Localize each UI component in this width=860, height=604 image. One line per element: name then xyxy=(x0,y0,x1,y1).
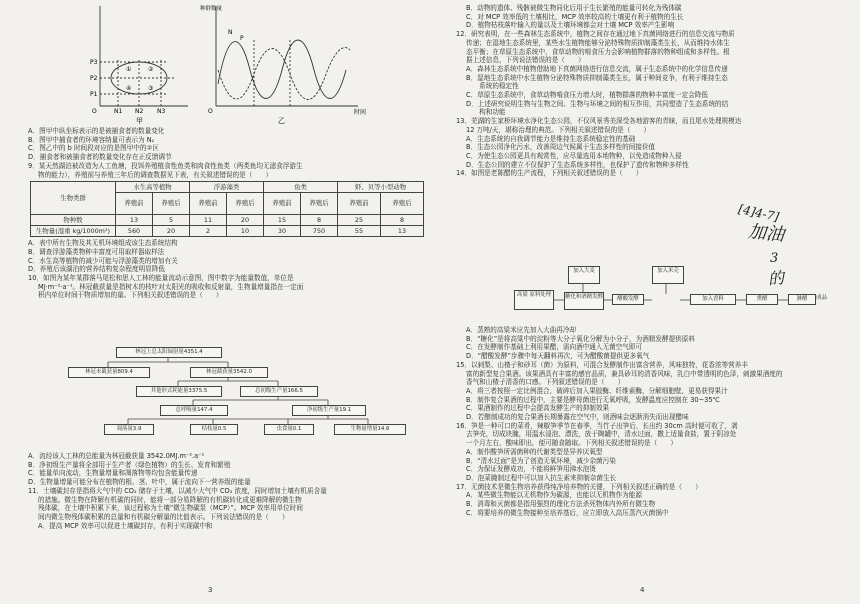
axis-p1: P1 xyxy=(90,91,98,98)
flow-box-dead-branch: 枯枝量0.5 xyxy=(190,424,238,435)
series-n: N xyxy=(228,29,233,36)
text-line: 富的新型复合果酒。该果酒具有丰富的感官品质，兼具砂耳的清香风味，乳白中带透明的色泽，刺激果酒度的 xyxy=(466,369,783,378)
q10-option-c: C．能量单向流动，生物量增量和凋落物等均包含能量传递 xyxy=(28,469,198,478)
table-cell: 物种数 xyxy=(31,215,116,226)
text-line: 态平衡；在草原生态系统中，食草动物的啃食压力会影响植物群落的物种组成和多样性。根 xyxy=(466,47,730,56)
text-line: 14．如图是老陈醋的生产流程，下列相关叙述错误的是（ ） xyxy=(456,169,643,178)
text-line: B．生态公园净化污水，改善周边气候属于生态多样性的间接价值 xyxy=(466,143,656,152)
text-line: C．草原生态系统中，食草动物啃食压力增大时，植物群落的物种丰富度一定会降低 xyxy=(466,91,708,100)
text-line: D．上述研究说明生物与生物之间、生物与环境之间的相互作用，共同塑造了生态系统的结 xyxy=(466,99,729,108)
flow-box-uncaptured: 林冠未截获量809.4 xyxy=(68,367,150,378)
table-sub: 养殖前 xyxy=(116,193,153,215)
q11-line: 的措施。微生物在降解有机碳的同时，能将一部分易降解的有机碳转化成更难降解的微生物 xyxy=(38,495,302,504)
axis-n3: N3 xyxy=(157,108,166,115)
q8-option-d: D．捕食者和被捕食者的数量变化存在正反馈调节 xyxy=(28,153,172,162)
table-cell: 生物量(湿重 kg/1000m²) xyxy=(31,226,116,237)
table-group: 鱼类 xyxy=(264,182,338,193)
text-line: D．泡菜腌制过程中可以加入抗生素来抑制杂菌生长 xyxy=(466,473,617,482)
table-cell: 15 xyxy=(264,215,301,226)
table-cell: 55 xyxy=(338,226,381,237)
handwriting-note: 加油 xyxy=(747,221,786,246)
text-line: C．果酒制作的过程中会提高发酵生产的抑制效果 xyxy=(466,404,610,413)
flow-box-saccharification: 糖化和酒精发酵 xyxy=(564,292,604,310)
table-cell: 11 xyxy=(190,215,227,226)
flow-box-acetic: 醋酸发酵 xyxy=(612,294,644,305)
text-line: B．消毒和灭菌都是指用强烈的理化方法杀死物体内外所有微生物 xyxy=(466,500,656,509)
text-line: 16．笋是一种可口的菜肴，辣椒笋季节在春季，当竹子出笋后，长出约 30cm 高时便可收了，剥 xyxy=(456,421,738,430)
text-line: A．森林生态系统中植物借助地下真菌网络进行信息交流，属于生态系统中的化学信息传递 xyxy=(466,64,728,73)
axis-n2: N2 xyxy=(135,108,144,115)
region-2: ② xyxy=(148,66,154,73)
series-p: P xyxy=(240,35,244,42)
flow-box-gross-primary: 总初级生产量166.5 xyxy=(240,386,318,397)
flow-product: 成品 xyxy=(816,295,828,301)
text-line: C．为保证发酵成功，不能将鲜笋用沸水泡烫 xyxy=(466,465,596,474)
text-line: 15．以刺梨、山楂子和砂耳（菌）为原料，可混合发酵制作出富含营养，风味独特，花香浓等营养丰 xyxy=(456,360,748,369)
table-sub: 养殖前 xyxy=(338,193,381,215)
flow-box-total-radiation: 林冠上总太阳辐射量4351.4 xyxy=(116,347,222,358)
table-row xyxy=(31,215,424,226)
q10-option-a: A．流经该人工林的总能量为林冠截获量 3542.0MJ.m⁻².a⁻¹ xyxy=(28,452,205,460)
region-3: ③ xyxy=(148,85,154,92)
text-line: A．将三者按照一定比例混合，破碎后加入果胶酶、纤维素酶，分解细胞壁，更易获得果汁 xyxy=(466,386,728,395)
q10-option-d: D．生物量增量可能分布在植物的根、茎、叶中，属于流向下一营养级的能量 xyxy=(28,478,251,487)
table-cell: 560 xyxy=(116,226,153,237)
text-line: 香气和山楂子清香的口感。下列叙述错误的是（ ） xyxy=(466,378,625,387)
survey-table xyxy=(30,181,424,237)
page-number-right: 4 xyxy=(640,586,645,594)
graph-yi xyxy=(216,6,358,106)
table-cell: 13 xyxy=(380,226,423,237)
text-line: 12 万吨/天，堪称治理的典范。下列相关叙述错误的是（ ） xyxy=(466,125,651,134)
text-line: 传递；在湿地生态系统里，某些水生植物能够分泌特殊物质抑制藻类生长，从而维持水体生 xyxy=(466,38,730,47)
table-cell: 2 xyxy=(190,226,227,237)
table-sub: 养殖前 xyxy=(190,193,227,215)
table-cell: 10 xyxy=(227,226,264,237)
q10-line: MJ·m⁻²·a⁻¹。林冠截获量是指树木的枝叶对太阳光的吸收和反射量，生物量增量指在一定面 xyxy=(38,282,304,291)
region-1: ① xyxy=(126,66,132,73)
q11-line: 11．土壤碳封存是指将大气中的 CO₂ 储存于土壤，以减少大气中 CO₂ 浓度，同时增加土壤有机质含量 xyxy=(28,486,327,495)
flow-box-barley: 加入大麦 xyxy=(568,266,600,284)
q8-option-b: B．图甲中捕食者的环境容纳量可表示为 N₂ xyxy=(28,135,155,144)
flow-box-sorghum: 高粱 原料处理 xyxy=(514,290,554,310)
graph-jia xyxy=(100,6,188,106)
vinegar-flow-diagram xyxy=(514,266,834,322)
axis-x2: 时间 xyxy=(354,109,367,116)
flow-box-husk: 加入米壳 xyxy=(652,266,684,284)
label-jia: 甲 xyxy=(136,117,143,124)
q9-option-d: D．养殖后该湖泊的营养结构复杂程度明显降低 xyxy=(28,265,165,274)
q8-option-c: C．图乙中的 b 时间段对应的是图甲中的②区 xyxy=(28,144,159,153)
handwriting-note: [4]4-7] xyxy=(737,201,781,225)
text-line: 去笋壳，切成块腌，用温水浸泡、漂洗，放于陶罐中，清水过面，撒上适量食盐，置于阴凉处 xyxy=(466,430,737,439)
flow-box-insect: 虫食量0.1 xyxy=(264,424,314,435)
text-line: B．动物的遗体、残骸被微生物同化后用于生长繁殖的能量可转化为残体碳 xyxy=(466,4,682,12)
text-line: D．“醋酸发酵”步骤中每天翻料再次，可为醋酸菌提供更多氧气 xyxy=(466,352,650,361)
table-cell: 5 xyxy=(153,215,190,226)
text-line: A．某些微生物能以无机物作为碳源，也能以无机物作为能源 xyxy=(466,491,642,500)
text-line: 构和功能 xyxy=(466,108,506,117)
text-line: 一个月左右，酸味即出，便可随食随取。下列相关叙述错误的是（ ） xyxy=(466,439,677,448)
text-line: 系统的稳定性 xyxy=(466,82,519,91)
q9-option-b: B．调查浮游藻类物种丰富度可用取样器取样法 xyxy=(28,247,165,256)
region-4: ④ xyxy=(126,85,132,92)
text-line: A．蒸熟的高粱米应先加入大曲再冷却 xyxy=(466,326,577,334)
table-cell: 20 xyxy=(153,226,190,237)
text-line: A．生态系统的自我调节能力是维持生态系统稳定性的基础 xyxy=(466,134,636,143)
q11-line: 残体碳，在土壤中积累下来，该过程称为土壤“微生物碳泵（MCP）”。MCP 效率用单位时间 xyxy=(38,504,303,513)
table-cell: 8 xyxy=(380,215,423,226)
table-cell: 25 xyxy=(338,215,381,226)
flow-box-filter: 淋醋 xyxy=(788,294,816,305)
q8-option-a: A．图甲中纵坐标表示的是被捕食者的数量变化 xyxy=(28,127,165,135)
page-number-left: 3 xyxy=(208,586,213,594)
table-cell: 13 xyxy=(116,215,153,226)
table-sub: 养殖前 xyxy=(264,193,301,215)
flow-box-litter: 凋落量3.9 xyxy=(104,424,154,435)
text-line: B．“糖化”是将高粱中的淀粉等大分子氧化分解为小分子，为酒精发酵提供原料 xyxy=(466,334,695,343)
text-line: B．湿地生态系统中水生植物分泌特殊物质抑制藻类生长，属于种间竞争，有利于维持生态 xyxy=(466,73,728,82)
q10-line: 10．如图为某年某群落马尾松和思人工林的能量流动示意图，图中数字为能量数值，单位是 xyxy=(28,274,294,283)
axis-o1: O xyxy=(92,108,97,115)
text-line: 13．芜湖的生家桥环境水净化生态公园，不仅风景秀美深受各地游客的青睐，而且尾水处理规模达 xyxy=(456,117,742,126)
q9-option-c: C．水生高等植物的减少可能与浮游藻类的增加有关 xyxy=(28,256,178,265)
table-cell: 8 xyxy=(301,215,338,226)
table-group: 虾、贝等小型动物 xyxy=(338,182,424,193)
handwriting-note: 的 xyxy=(767,268,785,289)
table-group: 浮游藻类 xyxy=(190,182,264,193)
axis-n1: N1 xyxy=(114,108,123,115)
text-line: D．生态公园的建立不仅保护了生态系统多样性，也保护了遗传和物种多样性 xyxy=(466,160,689,169)
text-line: A．制作酸笋所需菌种的代谢类型是异养厌氧型 xyxy=(466,447,603,456)
table-cell: 30 xyxy=(264,226,301,237)
flow-box-biomass-increment: 生物量增量14.6 xyxy=(334,424,406,435)
text-line: D．若酿制成功的复合果酒长期暴露在空气中，则酒味会逐渐消失而出现醋味 xyxy=(466,413,689,422)
q11-line: 间内微生物残体碳积累的总量和有机碳分解量的比值表示。下列说法错误的是（ ） xyxy=(38,512,289,521)
table-row xyxy=(31,226,424,237)
q11-option-a: A．提高 MCP 效率可以促进土壤碳封存，有利于实现碳中和 xyxy=(38,521,213,530)
text-line: C．将要培养的微生物接种至培养基后，应立即放入高压蒸汽灭菌锅中 xyxy=(466,508,669,517)
flow-box-other-energy: 其他形式耗能量3375.5 xyxy=(136,386,222,397)
table-sub: 养殖后 xyxy=(380,193,423,215)
text-line: 据上述信息，下列说法错误的是（ ） xyxy=(466,56,585,65)
axis-o2: O xyxy=(208,108,213,115)
axis-y2: 种群数量 xyxy=(200,6,223,12)
table-sub: 养殖后 xyxy=(227,193,264,215)
text-line: 17．无菌技术是微生物培养获得纯净培养物的关键，下列相关叙述正确的是（ ） xyxy=(456,482,702,491)
q9-line: 物的能力），养殖前与养殖三年后的调查数据见下表，有关叙述错误的是（ ） xyxy=(38,170,273,179)
table-cell: 750 xyxy=(301,226,338,237)
table-header: 生物类群 xyxy=(31,182,116,215)
flow-box-respiration: 总呼吸量147.4 xyxy=(160,405,228,416)
handwriting-note: 3 xyxy=(770,251,779,266)
q9-line: 9．某天然湖泊被改造为人工鱼塘，投饵养殖植食性鱼类和肉食性鱼类（两类鱼均无滤食浮游生 xyxy=(28,161,303,170)
text-line: C．为使生态公园更具有观赏性，应尽量选用本地物种，以免造成物种入侵 xyxy=(466,151,682,160)
flow-box-smoke: 熏醋 xyxy=(746,294,778,305)
text-line: D．植物枯枝落叶输入的量以及土壤环境都会对土壤 MCP 效率产生影响 xyxy=(466,21,675,30)
table-sub: 养殖后 xyxy=(153,193,190,215)
energy-flow-diagram xyxy=(28,346,426,446)
flow-box-net-primary: 净初级生产量19.1 xyxy=(292,405,366,416)
label-yi: 乙 xyxy=(278,117,285,124)
text-line: C．在发酵制作基础上利用果醋，需向酒中通入无菌空气即可 xyxy=(466,343,643,352)
table-group: 水生高等植物 xyxy=(116,182,190,193)
text-line: C．对 MCP 效率低的土壤相比，MCP 效率较高的土壤更有利于植物的生长 xyxy=(466,12,684,21)
flow-box-captured: 林冠截获量3542.0 xyxy=(190,367,268,378)
q10-line: 积内单位时间干物质增加的量。下列相关叙述错误的是（ ） xyxy=(38,291,223,300)
axis-p2: P2 xyxy=(90,75,98,82)
table-sub: 养殖后 xyxy=(301,193,338,215)
text-line: 12．研究表明，在一些森林生态系统中，植物之间存在通过地下真菌网络进行的信息交流与物质 xyxy=(456,30,735,39)
text-line: B．制作复合果酒的过程中，主要是酵母菌进行无氧呼吸，发酵温度应控制在 30~35℃ xyxy=(466,395,720,404)
predator-prey-graphs xyxy=(28,0,426,124)
text-line: B．“清水过面”是为了创造无氧环境，减少杂菌污染 xyxy=(466,456,616,465)
axis-p3: P3 xyxy=(90,59,98,66)
q9-option-a: A．表中所有生物及其无机环境组成该生态系统结构 xyxy=(28,239,178,248)
table-cell: 20 xyxy=(227,215,264,226)
q10-option-b: B．净初级生产量将全部用于生产者（绿色植物）的生长、发育和繁殖 xyxy=(28,460,231,469)
flow-box-spice: 加入香料 xyxy=(690,294,736,305)
